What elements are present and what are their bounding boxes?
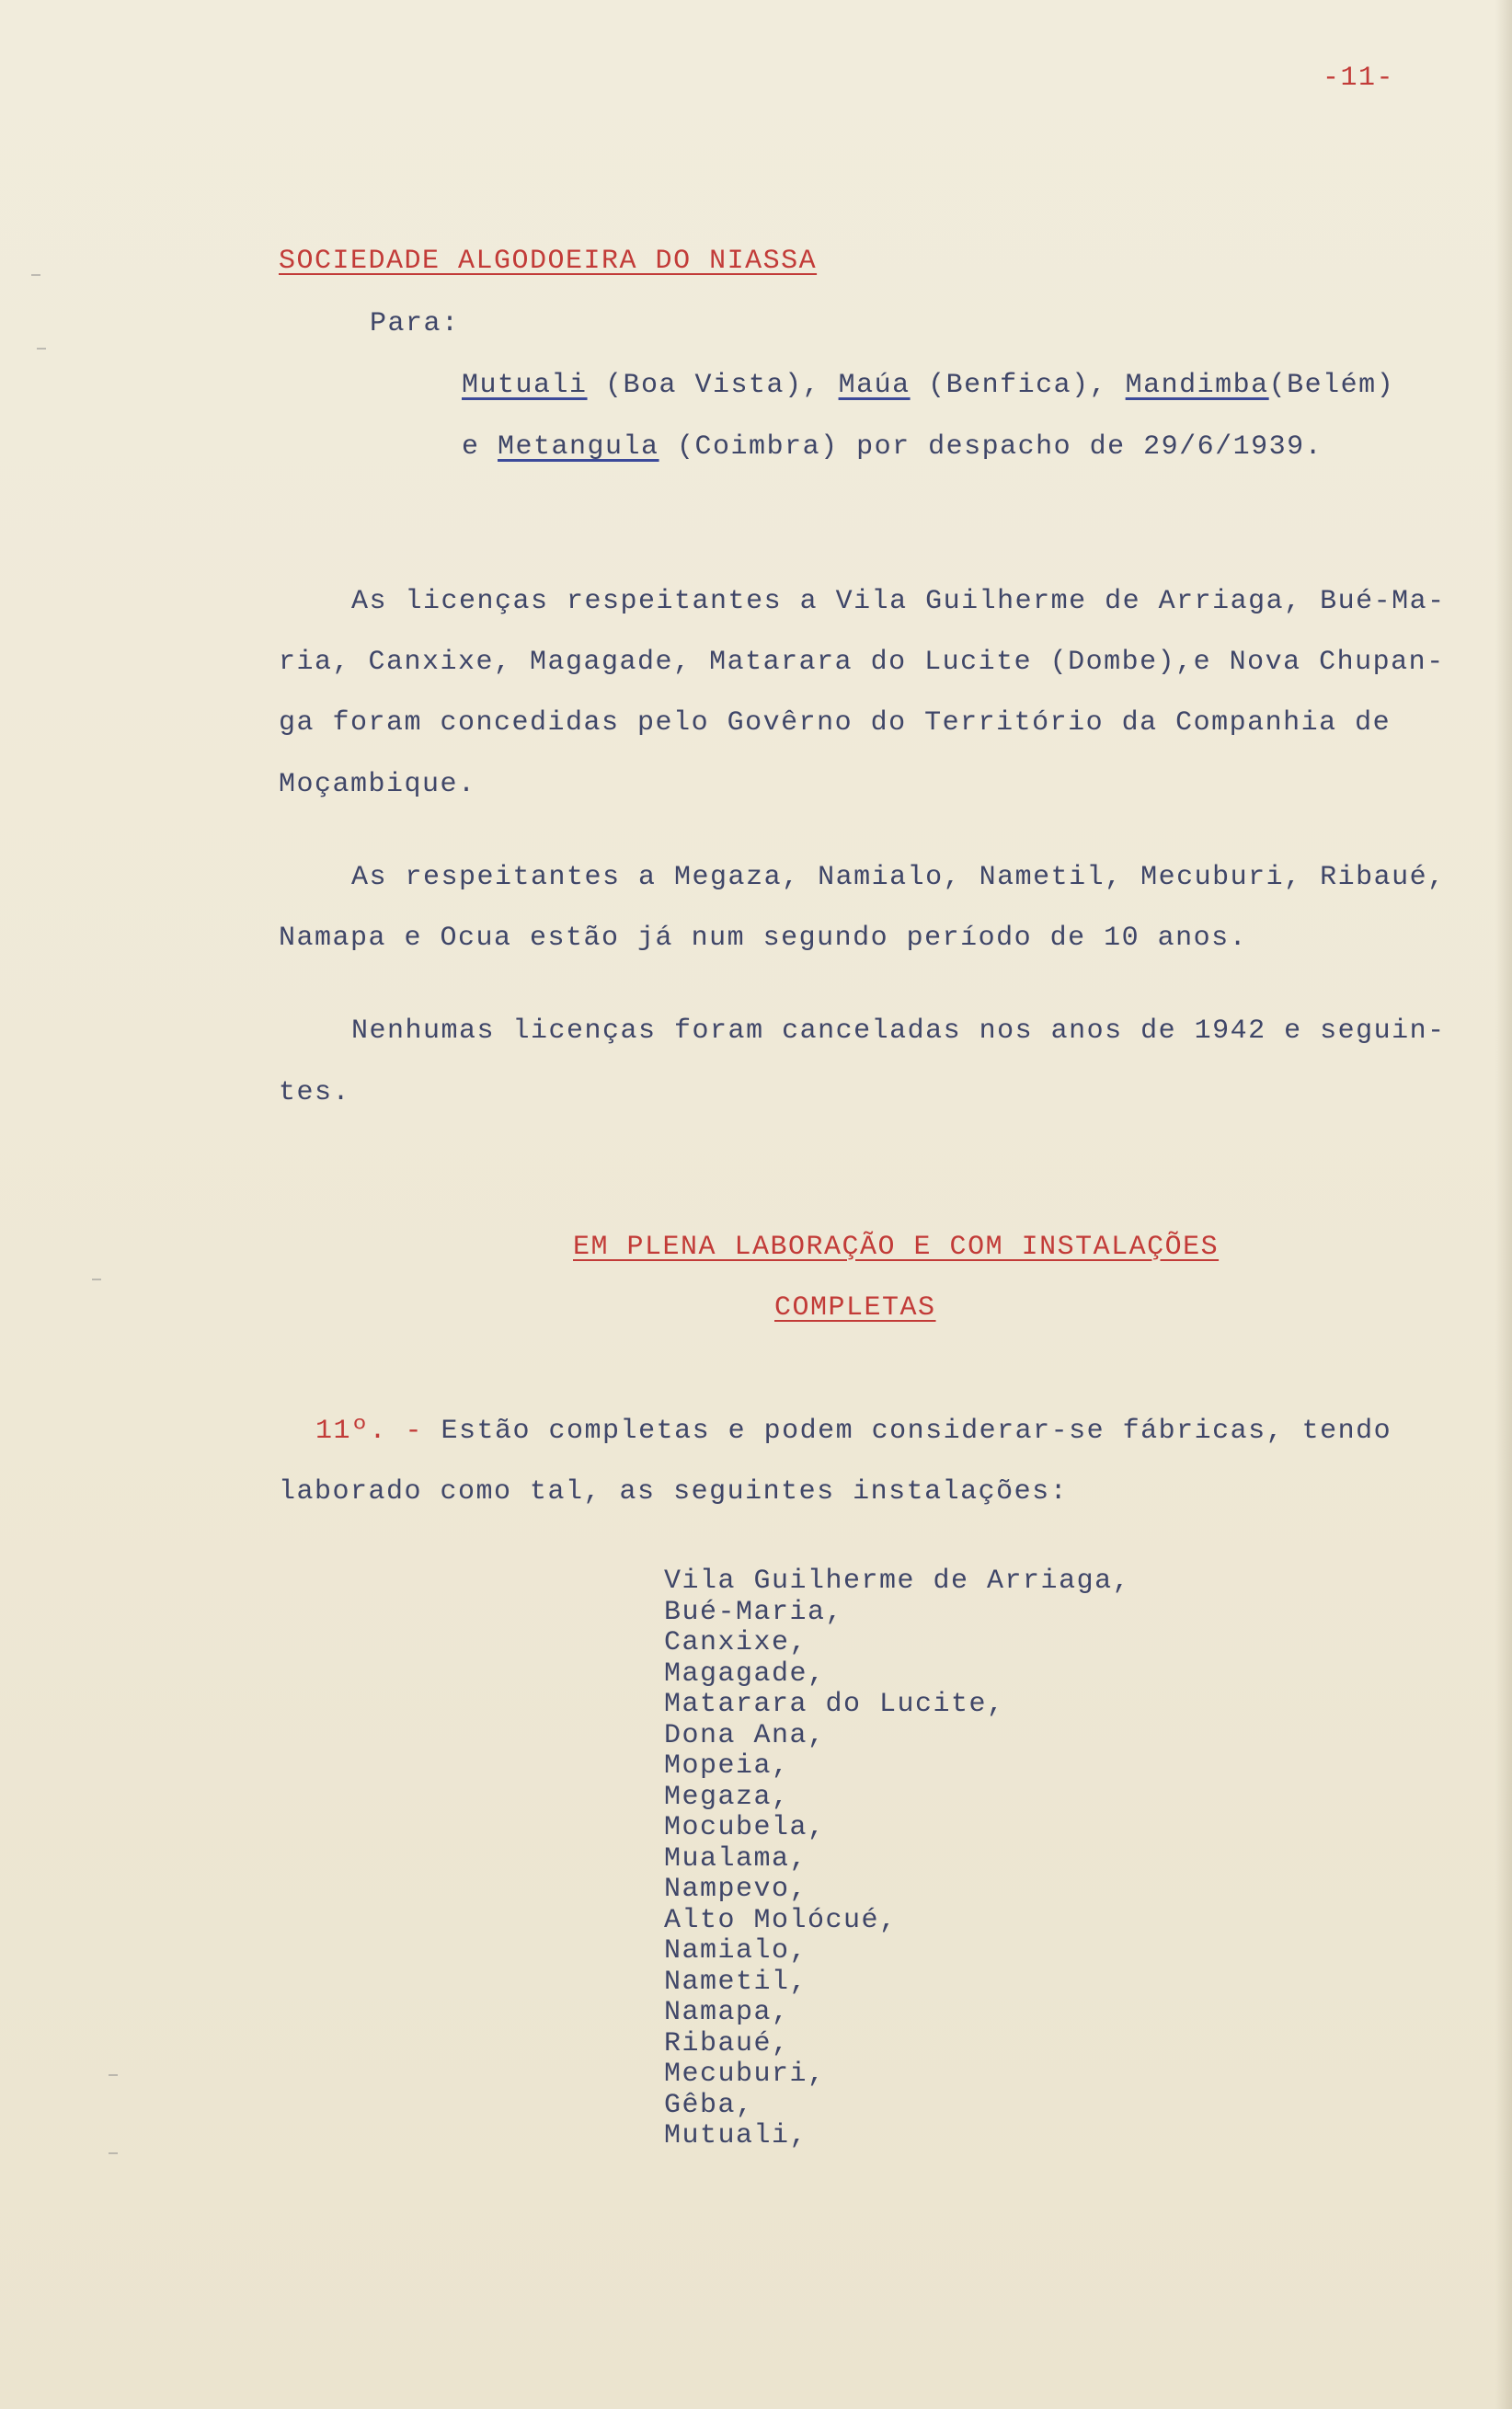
margin-mark [92,1279,101,1280]
place-maua: Maúa [838,370,911,401]
place-mandimba-alt: (Belém) [1268,370,1395,401]
para-label: Para: [370,308,460,339]
list-item: Mutuali, [664,2120,808,2151]
place-metangula: Metangula [498,431,659,463]
paragraph-1-line-4: Moçambique. [279,769,476,800]
paragraph-1-line-2: ria, Canxixe, Magagade, Matarara do Lucite (Dombe),e Nova Chupan- [279,647,1445,678]
margin-mark [109,2074,118,2076]
item-11-text: Estão completas e podem considerar-se fábricas, tendo [441,1416,1392,1447]
place-mutuali-alt: (Boa Vista), [587,370,839,401]
list-item: Vila Guilherme de Arriaga, [664,1566,1131,1597]
margin-mark [37,348,46,350]
list-item: Canxixe, [664,1627,808,1658]
margin-mark [31,274,40,276]
list-item: Mopeia, [664,1750,790,1782]
places-conjunction: e [462,431,498,463]
section-title-line-1: EM PLENA LABORAÇÃO E COM INSTALAÇÕES [573,1232,1220,1263]
item-11-line-2: laborado como tal, as seguintes instalações: [279,1476,1069,1508]
place-metangula-alt: (Coimbra) por despacho de 29/6/1939. [659,431,1323,463]
list-item: Mocubela, [664,1812,826,1843]
list-item: Megaza, [664,1781,790,1813]
list-item: Bué-Maria, [664,1596,844,1628]
document-heading: SOCIEDADE ALGODOEIRA DO NIASSA [279,246,818,277]
places-line-2 [462,431,1323,463]
list-item: Nametil, [664,1966,808,1998]
margin-mark [109,2152,118,2154]
paragraph-3-line-1: Nenhumas licenças foram canceladas nos anos de 1942 e seguin- [351,1015,1446,1047]
list-item: Mecuburi, [664,2059,826,2090]
list-item: Nampevo, [664,1874,808,1905]
list-item: Alto Molócué, [664,1904,898,1936]
list-item: Namialo, [664,1935,808,1967]
list-item: Ribaué, [664,2027,790,2059]
page-number: -11- [1323,63,1395,94]
place-mandimba: Mandimba [1125,370,1269,401]
paragraph-2-line-1: As respeitantes a Megaza, Namialo, Nametil, Mecuburi, Ribaué, [351,862,1446,893]
list-item: Gêba, [664,2089,754,2121]
list-item: Dona Ana, [664,1719,826,1751]
place-mutuali: Mutuali [462,370,588,401]
paragraph-1-line-3: ga foram concedidas pelo Govêrno do Território da Companhia de [279,707,1392,739]
list-item: Magagade, [664,1658,826,1690]
installations-list [664,1566,1130,2152]
item-11-line-1 [315,1416,1392,1447]
list-item: Namapa, [664,1997,790,2028]
item-number: 11º. - [315,1416,441,1447]
places-line-1 [462,370,1394,401]
paragraph-3-line-2: tes. [279,1077,351,1108]
list-item: Mualama, [664,1842,808,1875]
paragraph-1-line-1: As licenças respeitantes a Vila Guilherme de Arriaga, Bué-Ma- [351,586,1446,617]
paragraph-2-line-2: Namapa e Ocua estão já num segundo período de 10 anos. [279,923,1248,954]
place-maua-alt: (Benfica), [910,370,1126,401]
list-item: Matarara do Lucite, [664,1689,1005,1720]
section-title-line-2: COMPLETAS [774,1292,936,1324]
